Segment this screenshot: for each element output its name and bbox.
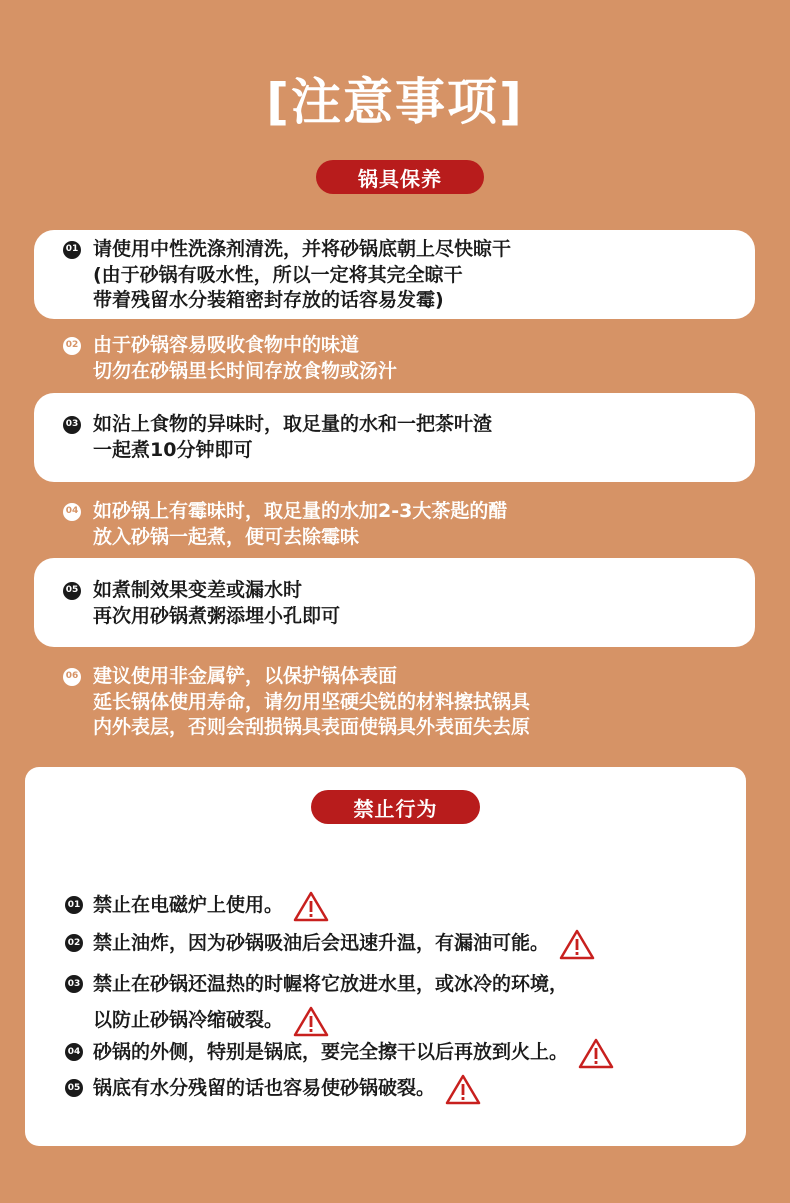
prohibited-item-3 — [65, 966, 568, 1038]
number-circle-icon: 01 — [65, 896, 83, 914]
care-item-1-line-1: 请使用中性洗涤剂清洗，并将砂锅底朝上尽快晾干 — [93, 238, 512, 260]
care-item-3 — [63, 412, 492, 463]
prohibited-item-5-text: 锅底有水分残留的话也容易使砂锅破裂。 — [93, 1077, 436, 1099]
care-heading-badge: 锅具保养 — [316, 160, 484, 194]
number-circle-icon: 03 — [63, 416, 81, 434]
care-item-6-line-2: 延长锅体使用寿命，请勿用坚硬尖锐的材料擦拭锅具 — [93, 690, 531, 713]
care-item-1 — [63, 237, 511, 314]
number-circle-icon: 03 — [65, 975, 83, 993]
number-circle-icon: 02 — [65, 934, 83, 952]
care-item-1-line-2: (由于砂锅有吸水性，所以一定将其完全晾干 — [93, 263, 463, 286]
prohibited-item-1-text: 禁止在电磁炉上使用。 — [93, 894, 284, 916]
number-circle-icon: 05 — [65, 1079, 83, 1097]
care-item-3-line-1: 如沾上食物的异味时，取足量的水和一把茶叶渣 — [93, 413, 493, 435]
care-item-2 — [63, 333, 397, 384]
care-item-4 — [63, 499, 507, 550]
prohibited-heading-badge: 禁止行为 — [311, 790, 480, 824]
care-item-2-line-2: 切勿在砂锅里长时间存放食物或汤汁 — [93, 359, 398, 382]
care-item-5-line-2: 再次用砂锅煮粥添埋小孔即可 — [93, 604, 341, 627]
care-item-4-line-2: 放入砂锅一起煮，便可去除霉味 — [93, 525, 360, 548]
care-item-3-line-2: 一起煮10分钟即可 — [93, 438, 253, 461]
number-circle-icon: 05 — [63, 582, 81, 600]
warning-triangle-icon — [293, 890, 329, 922]
number-circle-icon: 06 — [63, 668, 81, 686]
care-item-1-line-3: 带着残留水分装箱密封存放的话容易发霉) — [93, 289, 444, 311]
prohibited-item-2 — [65, 925, 595, 961]
prohibited-item-5 — [65, 1070, 481, 1106]
warning-triangle-icon — [559, 928, 595, 960]
prohibited-item-1 — [65, 887, 329, 923]
care-item-6-line-3: 内外表层，否则会刮损锅具表面使锅具外表面失去原 — [93, 716, 531, 738]
warning-triangle-icon — [578, 1037, 614, 1069]
prohibited-item-4 — [65, 1034, 614, 1070]
warning-triangle-icon — [293, 1005, 329, 1037]
care-item-5 — [63, 578, 340, 629]
page-title: [注意事项] — [266, 73, 524, 131]
prohibited-item-3-line-2: 以防止砂锅冷缩破裂。 — [93, 1009, 284, 1031]
care-item-4-line-1: 如砂锅上有霉味时，取足量的水加2-3大茶匙的醋 — [93, 500, 508, 522]
number-circle-icon: 04 — [63, 503, 81, 521]
number-circle-icon: 04 — [65, 1043, 83, 1061]
care-item-6 — [63, 664, 530, 741]
prohibited-item-4-text: 砂锅的外侧，特别是锅底，要完全擦干以后再放到火上。 — [93, 1041, 569, 1063]
care-item-5-line-1: 如煮制效果变差或漏水时 — [93, 579, 303, 601]
care-item-6-line-1: 建议使用非金属铲，以保护锅体表面 — [93, 665, 398, 687]
number-circle-icon: 01 — [63, 241, 81, 259]
care-item-2-line-1: 由于砂锅容易吸收食物中的味道 — [93, 334, 360, 356]
prohibited-item-2-text: 禁止油炸，因为砂锅吸油后会迅速升温，有漏油可能。 — [93, 932, 550, 954]
warning-triangle-icon — [445, 1073, 481, 1105]
number-circle-icon: 02 — [63, 337, 81, 355]
prohibited-item-3-line-1: 禁止在砂锅还温热的时幄将它放进水里，或冰冷的环境， — [93, 973, 569, 995]
